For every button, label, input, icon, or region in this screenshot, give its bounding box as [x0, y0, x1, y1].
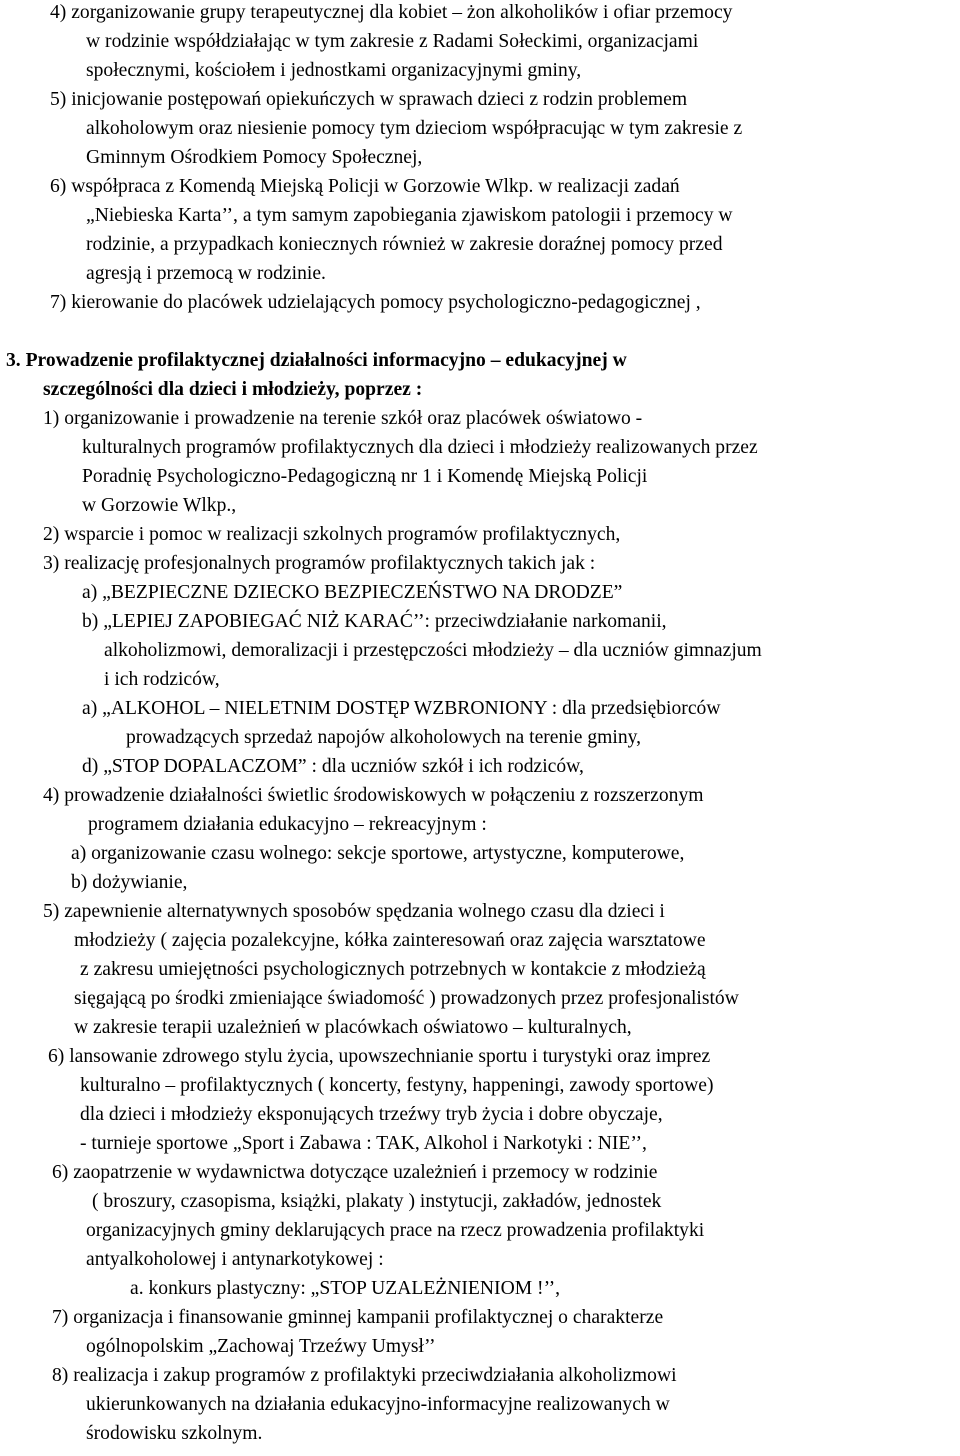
section-3-heading-line-1: 3. Prowadzenie profilaktycznej działalności informacyjno – edukacyjnej w [6, 350, 627, 371]
s3-item-7-line-2: ogólnopolskim „Zachowaj Trzeźwy Umysł’’ [86, 1336, 436, 1357]
list-item-5-line-2: alkoholowym oraz niesienie pomocy tym dzieciom współpracując w tym zakresie z [86, 118, 743, 139]
s3-item-4-line-1: 4) prowadzenie działalności świetlic środowiskowych w połączeniu z rozszerzonym [43, 785, 704, 806]
s3-item-3a: a) „BEZPIECZNE DZIECKO BEZPIECZEŃSTWO NA DRODZE” [82, 582, 623, 603]
s3-item-3d: d) „STOP DOPALACZOM” : dla uczniów szkół i ich rodziców, [82, 756, 584, 777]
s3-item-8-line-3: środowisku szkolnym. [86, 1423, 263, 1444]
s3-item-3: 3) realizację profesjonalnych programów profilaktycznych takich jak : [43, 553, 596, 574]
s3-item-8-line-1: 8) realizacja i zakup programów z profilaktyki przeciwdziałania alkoholizmowi [52, 1365, 677, 1386]
s3-item-4-line-2: programem działania edukacyjno – rekreacyjnym : [88, 814, 487, 835]
list-item-6-line-3: rodzinie, a przypadkach koniecznych również w zakresie doraźnej pomocy przed [86, 234, 723, 255]
s3-item-3b-line-2: alkoholizmowi, demoralizacji i przestępczości młodzieży – dla uczniów gimnazjum [104, 640, 762, 661]
list-item-7-line-1: 7) kierowanie do placówek udzielających pomocy psychologiczno-pedagogicznej , [50, 292, 701, 313]
list-item-4-line-1: 4) zorganizowanie grupy terapeutycznej dla kobiet – żon alkoholików i ofiar przemocy [50, 2, 733, 23]
list-item-4-line-2: w rodzinie współdziałając w tym zakresie z Radami Sołeckimi, organizacjami [86, 31, 699, 52]
list-item-6-line-4: agresją i przemocą w rodzinie. [86, 263, 326, 284]
s3-item-3b-line-1: b) „LEPIEJ ZAPOBIEGAĆ NIŻ KARAĆ’’: przeciwdziałanie narkomanii, [82, 611, 667, 632]
s3-item-1-line-4: w Gorzowie Wlkp., [82, 495, 237, 516]
s3-item-1-line-1: 1) organizowanie i prowadzenie na terenie szkół oraz placówek oświatowo - [43, 408, 643, 429]
list-item-5-line-3: Gminnym Ośrodkiem Pomocy Społecznej, [86, 147, 423, 168]
s3-item-6b-line-1: 6) zaopatrzenie w wydawnictwa dotyczące uzależnień i przemocy w rodzinie [52, 1162, 658, 1183]
s3-item-6-line-1: 6) lansowanie zdrowego stylu życia, upowszechnianie sportu i turystyki oraz imprez [48, 1046, 711, 1067]
list-item-5-line-1: 5) inicjowanie postępowań opiekuńczych w sprawach dzieci z rodzin problemem [50, 89, 688, 110]
s3-item-6b-line-2: ( broszury, czasopisma, książki, plakaty ) instytucji, zakładów, jednostek [92, 1191, 662, 1212]
s3-item-6-line-4: - turnieje sportowe „Sport i Zabawa : TAK, Alkohol i Narkotyki : NIE’’, [80, 1133, 647, 1154]
s3-item-5-line-5: w zakresie terapii uzależnień w placówkach oświatowo – kulturalnych, [74, 1017, 632, 1038]
section-3-heading-line-2: szczególności dla dzieci i młodzieży, poprzez : [43, 379, 423, 400]
s3-item-7-line-1: 7) organizacja i finansowanie gminnej kampanii profilaktycznej o charakterze [52, 1307, 664, 1328]
s3-item-3c-line-1: a) „ALKOHOL – NIELETNIM DOSTĘP WZBRONIONY : dla przedsiębiorców [82, 698, 721, 719]
s3-item-1-line-3: Poradnię Psychologiczno-Pedagogiczną nr 1 i Komendę Miejską Policji [82, 466, 648, 487]
list-item-4-line-3: społecznymi, kościołem i jednostkami organizacyjnymi gminy, [86, 60, 582, 81]
s3-item-6-line-3: dla dzieci i młodzieży eksponujących trzeźwy tryb życia i dobre obyczaje, [80, 1104, 663, 1125]
s3-item-6b-line-3: organizacyjnych gminy deklarujących prace na rzecz prowadzenia profilaktyki [86, 1220, 705, 1241]
s3-item-5-line-3: z zakresu umiejętności psychologicznych potrzebnych w kontakcie z młodzieżą [80, 959, 706, 980]
s3-item-6b-line-4: antyalkoholowej i antynarkotykowej : [86, 1249, 384, 1270]
s3-item-4b: b) dożywianie, [71, 872, 188, 893]
s3-item-6b-sub-a: a. konkurs plastyczny: „STOP UZALEŻNIENIOM !’’, [130, 1278, 561, 1299]
s3-item-4a: a) organizowanie czasu wolnego: sekcje sportowe, artystyczne, komputerowe, [71, 843, 685, 864]
s3-item-1-line-2: kulturalnych programów profilaktycznych dla dzieci i młodzieży realizowanych przez [82, 437, 758, 458]
s3-item-3b-line-3: i ich rodziców, [104, 669, 220, 690]
s3-item-2: 2) wsparcie i pomoc w realizacji szkolnych programów profilaktycznych, [43, 524, 621, 545]
list-item-6-line-1: 6) współpraca z Komendą Miejską Policji w Gorzowie Wlkp. w realizacji zadań [50, 176, 680, 197]
list-item-6-line-2: „Niebieska Karta’’, a tym samym zapobiegania zjawiskom patologii i przemocy w [86, 205, 733, 226]
s3-item-8-line-2: ukierunkowanych na działania edukacyjno-informacyjne realizowanych w [86, 1394, 670, 1415]
s3-item-6-line-2: kulturalno – profilaktycznych ( koncerty, festyny, happeningi, zawody sportowe) [80, 1075, 714, 1096]
s3-item-5-line-4: sięgającą po środki zmieniające świadomość ) prowadzonych przez profesjonalistów [74, 988, 739, 1009]
s3-item-5-line-2: młodzieży ( zajęcia pozalekcyjne, kółka zainteresowań oraz zajęcia warsztatowe [74, 930, 706, 951]
s3-item-3c-line-2: prowadzących sprzedaż napojów alkoholowych na terenie gminy, [126, 727, 642, 748]
s3-item-5-line-1: 5) zapewnienie alternatywnych sposobów spędzania wolnego czasu dla dzieci i [43, 901, 665, 922]
